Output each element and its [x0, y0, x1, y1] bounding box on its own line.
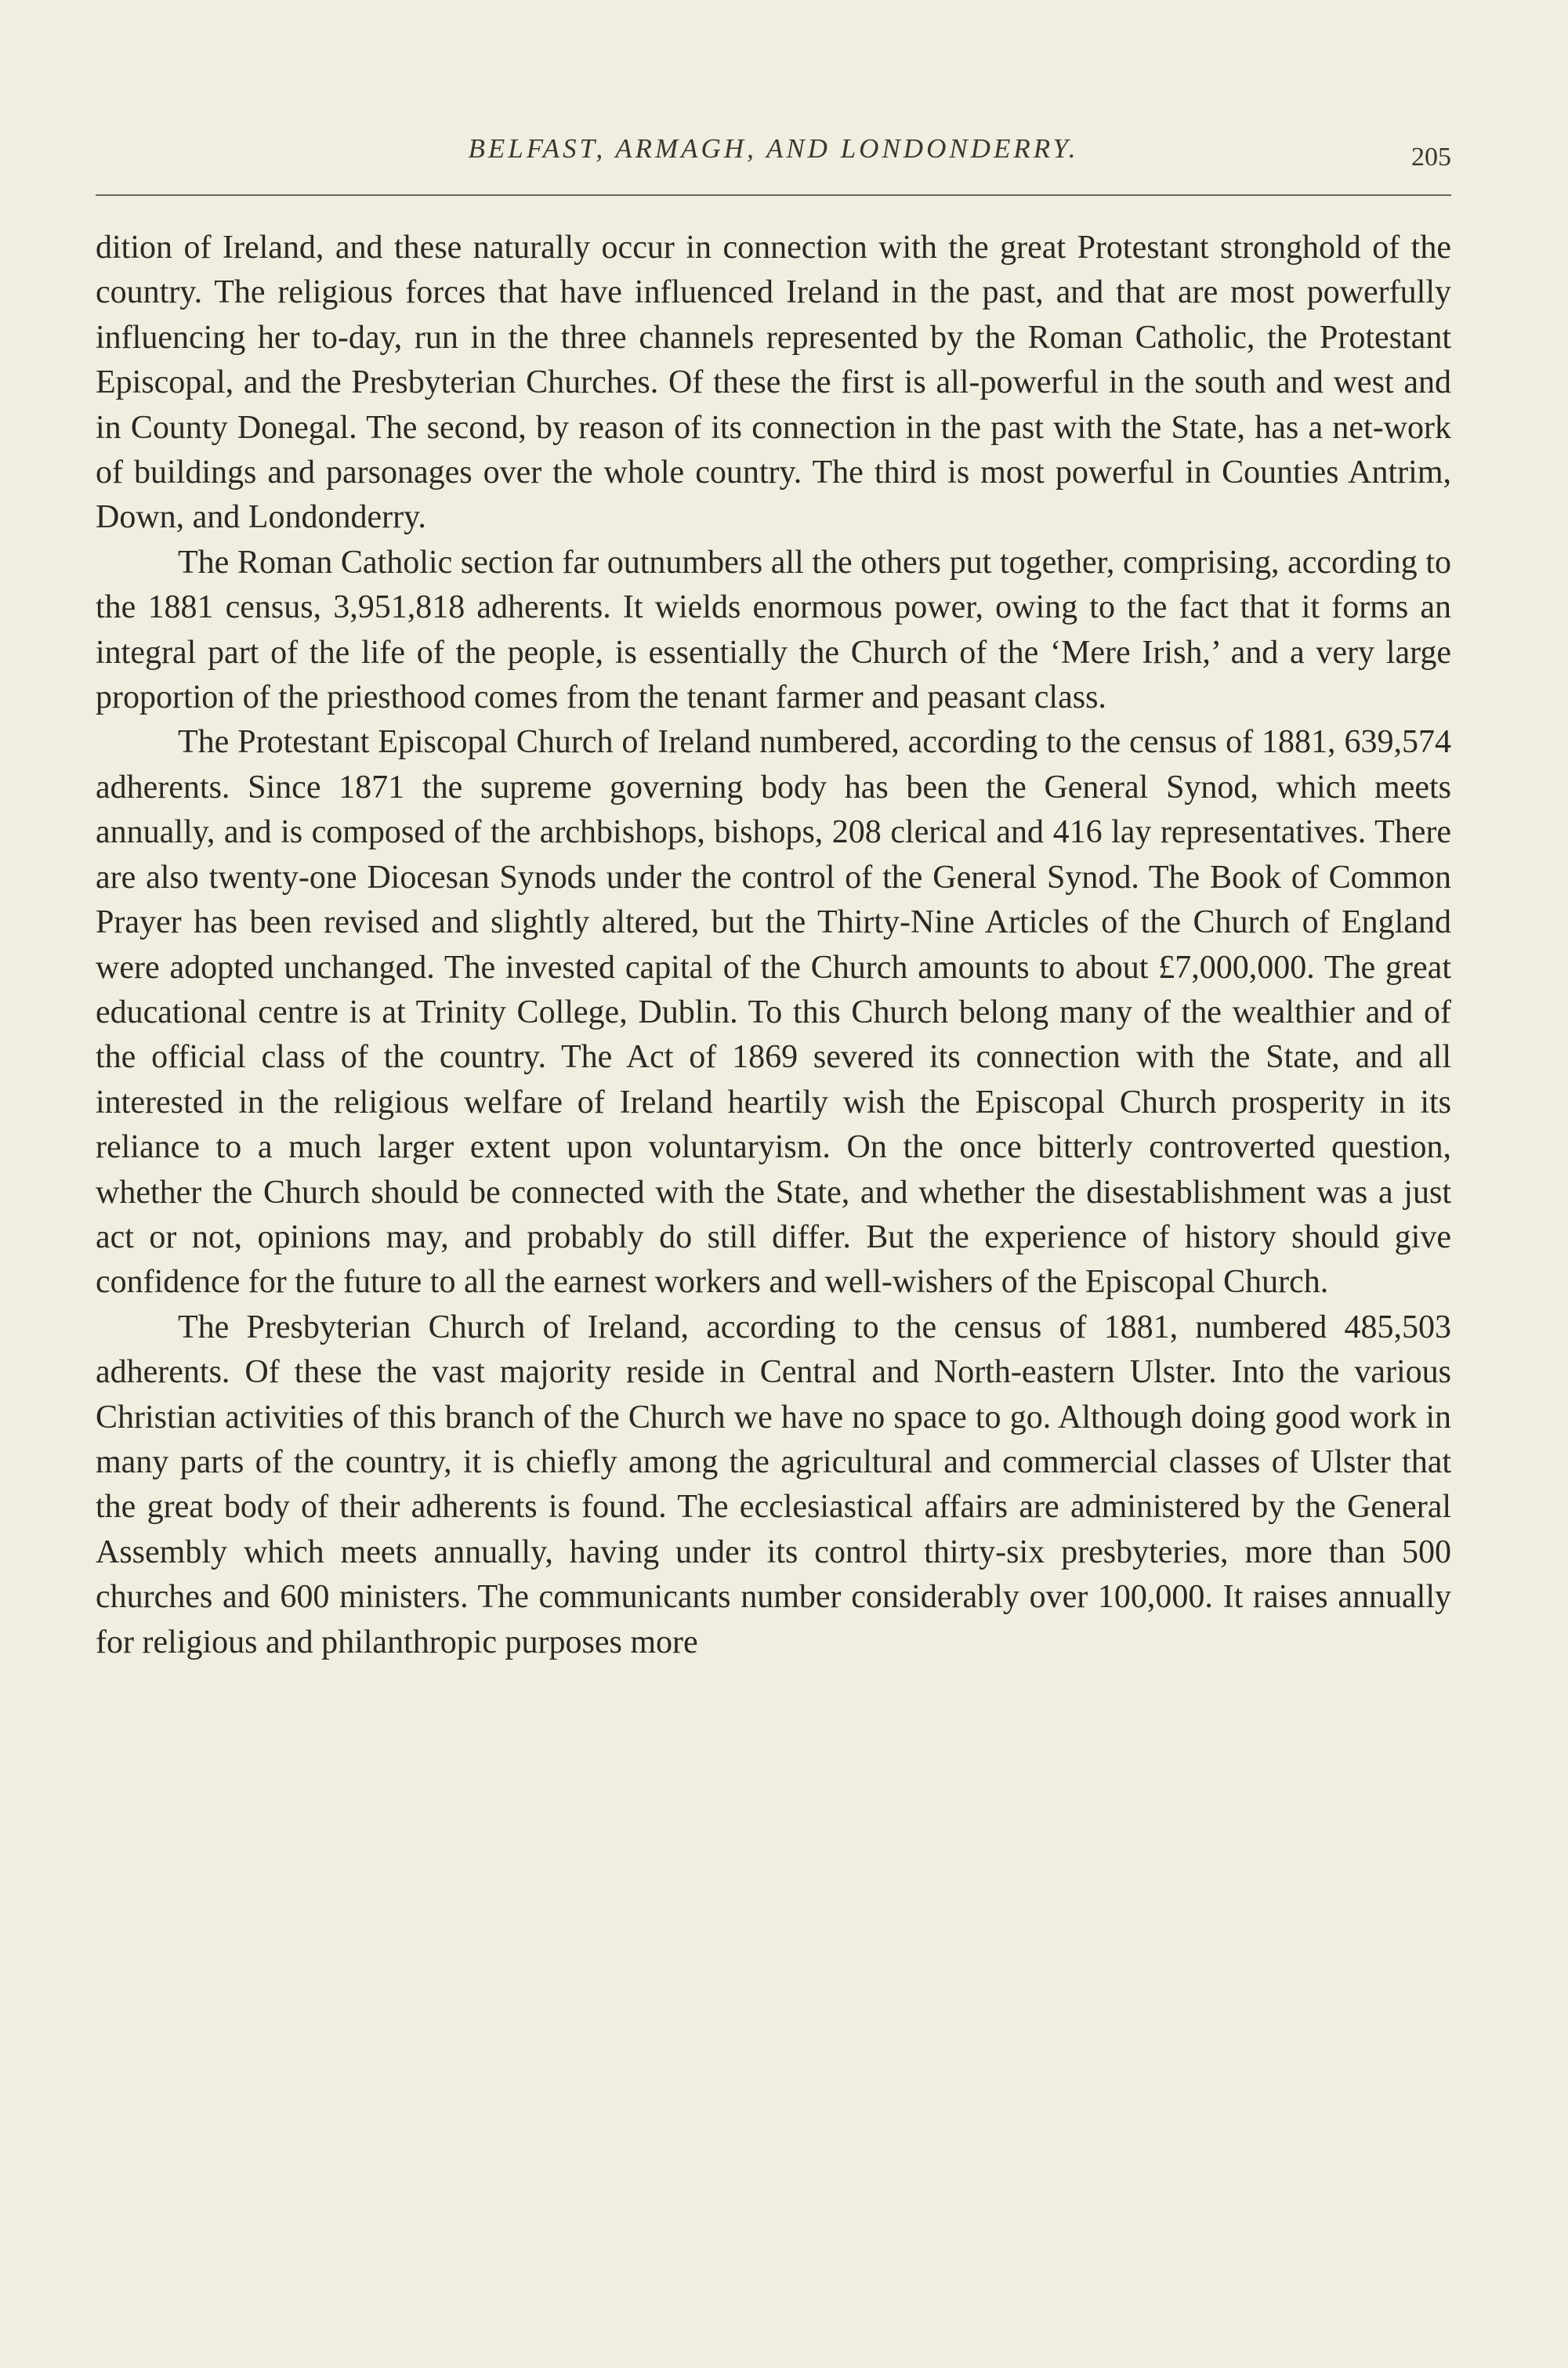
paragraph: The Protestant Episcopal Church of Ireland numbered, according to the census of 1881, 639,574 adherents. Since 1871 the supreme governing body has been the General Synod, which meets annually, and is composed of the archbishops, bishops, 208 clerical and 416 lay representatives. There are also twenty-one Diocesan Synods under the control of the General Synod. The Book of Common Prayer has been revised and slightly altered, but the Thirty-Nine Articles of the Church of England were adopted unchanged. The invested capital of the Church amounts to about £7,000,000. The great educational centre is at Trinity College, Dublin. To this Church belong many of the wealthier and of the official class of the country. The Act of 1869 severed its connection with the State, and all interested in the religious welfare of Ireland heartily wish the Episcopal Church prosperity in its reliance to a much larger extent upon voluntaryism. On the once bitterly controverted question, whether the Church should be connected with the State, and whether the disestablishment was a just act or not, opinions may, and probably do still differ. But the experience of history should give confidence for the future to all the earnest workers and well-wishers of the Episcopal Church. — [96, 724, 1451, 1301]
body-text — [96, 226, 1451, 1665]
running-title: BELFAST, ARMAGH, AND LONDONDERRY. — [468, 133, 1079, 164]
header-rule — [96, 194, 1451, 196]
page-number: 205 — [1411, 143, 1451, 172]
running-head — [96, 133, 1451, 180]
paragraph: The Roman Catholic section far outnumbers all the others put together, comprising, according to the 1881 census, 3,951,818 adherents. It wields enormous power, owing to the fact that it forms an integral part of the life of the people, is essentially the Church of the ‘Mere Irish,’ and a very large proportion of the priesthood comes from the tenant farmer and peasant class. — [96, 544, 1451, 716]
paragraph: The Presbyterian Church of Ireland, according to the census of 1881, numbered 485,503 adherents. Of these the vast majority reside in Central and North-eastern Ulster. Into the various Christian activities of this branch of the Church we have no space to go. Although doing good work in many parts of the country, it is chiefly among the agricultural and commercial classes of Ulster that the great body of their adherents is found. The ecclesiastical affairs are administered by the General Assembly which meets annually, having under its control thirty-six presbyteries, more than 500 churches and 600 ministers. The communicants number considerably over 100,000. It raises annually for religious and philanthropic purposes more — [96, 1309, 1451, 1660]
paragraph: dition of Ireland, and these naturally occur in connection with the great Protestant stronghold of the country. The religious forces that have influenced Ireland in the past, and that are most powerfully influencing her to-day, run in the three channels represented by the Roman Catholic, the Protestant Episcopal, and the Presbyterian Churches. Of these the first is all-powerful in the south and west and in County Donegal. The second, by reason of its connection in the past with the State, has a net-work of buildings and parsonages over the whole country. The third is most powerful in Counties Antrim, Down, and Londonderry. — [96, 230, 1451, 536]
